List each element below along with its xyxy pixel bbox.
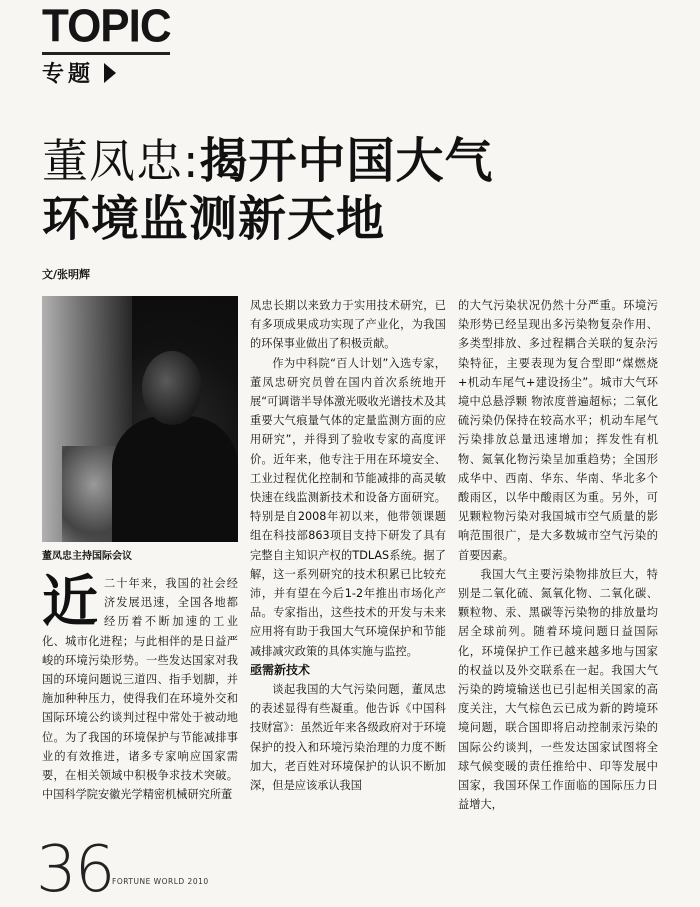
subsection-text: 专题 — [42, 62, 95, 87]
photo-caption: 董凤忠主持国际会议 — [42, 551, 132, 562]
byline: 文/张明辉 — [42, 268, 91, 281]
article-column-1 — [42, 570, 238, 804]
magazine-footer: FORTUNE WORLD 2010 — [112, 877, 209, 886]
paragraph: 的大气污染状况仍然十分严重。环境污染形势已经呈现出多污染物复杂作用、多类型排放、多过程耦合关联的复杂污染特征，主要表现为复合型即“煤燃烧+机动车尾气+建设扬尘”。城市大气环境中总悬浮颗 物浓度普遍超标；二氧化硫污染仍保持在较高水平；机动车尾气污染排放总量迅速增加；挥发性有机物、氮氧化物污染呈加重趋势；全国形成华中、西南、华东、华南、华北多个酸雨区，以华中酸雨区为重。另外，可见颗粒物污染对我国城市空气质量的影响范围很广，是大多数城市空气污染的首要因素。 — [458, 299, 658, 562]
paragraph — [42, 570, 238, 804]
section-label: TOPIC — [42, 0, 171, 53]
subsection-label — [42, 57, 116, 88]
article-title — [42, 132, 494, 248]
drop-cap: 近 — [42, 570, 98, 635]
article-column-3 — [458, 296, 658, 814]
section-divider — [42, 52, 170, 55]
title-person: 董凤忠: — [42, 134, 200, 188]
section-subhead: 亟需新技术 — [250, 662, 311, 677]
article-column-2 — [250, 296, 446, 795]
page-number: 36 — [36, 833, 114, 907]
paragraph: 作为中科院“百人计划”入选专家，董凤忠研究员曾在国内首次系统地开展“可调谐半导体激光吸收光谱技术及其重要大气痕量气体的定量监测方面的应用研究”，并得到了验收专家的高度评价。近年来，他专注于用在环境安全、工业过程优化控制和节能减排的高灵敏快速在线监测新技术和设备方面研究。特别是自2008年初以来，他带领课题组在科技部863项目支持下研发了具有完整自主知识产权的TDLAS系统。据了解，这一系列研究的技术积累已比较充沛，并有望在今后1-2年推出市场化产品。专家指出，这些技术的开发与未来应用将有助于我国大气环境保护和节能减排减灾政策的具体实施与监控。 — [250, 356, 446, 658]
paragraph: 谈起我国的大气污染问题，董凤忠的表述显得有些凝重。他告诉《中国科技财富》：虽然近年来各级政府对于环境保护的投入和环境污染治理的力度不断加大，老百姓对环境保护的认识不断加深，但是应该承认我国 — [250, 683, 446, 793]
paragraph: 凤忠长期以来致力于实用技术研究，已有多项成果成功实现了产业化，为我国的环保事业做出了积极贡献。 — [250, 299, 446, 351]
paragraph-text: 二十年来，我国的社会经济发展迅速，全国各地都经历着不断加速的工业化、城市化进程；与此相伴的是日益严峻的环境污染形势。一些发达国家对我国的环境问题说三道四、指手划脚，并施加种种压力，使得我们在环境外交和国际环境公约谈判过程中常处于被动地位。为了我国的环境保护与节能减排事业的有效推进，诸多专家响应国家需要，在相关领域中积极争求技术突破。中国科学院安徽光学精密机械研究所董 — [42, 577, 238, 802]
paragraph: 我国大气主要污染物排放巨大，特别是二氧化硫、氮氧化物、二氧化碳、颗粒物、汞、黑碳等污染物的排放量均居全球前列。随着环境问题日益国际化，环境保护工作已越来越多地与国家的权益以及外交联系在一起。我国大气污染的跨境输送也已引起相关国家的高度关注，大气棕色云已成为新的跨境环境问题，联合国即将启动控制汞污染的国际公约谈判，一些发达国家试图将全球气候变暖的责任推给中、印等发展中国家，我国环保工作面临的国际压力日益增大， — [458, 567, 658, 812]
title-line1: 揭开中国大气 — [199, 133, 494, 189]
triangle-arrow-icon — [104, 63, 116, 83]
article-photo — [42, 296, 238, 542]
title-line2: 环境监测新天地 — [42, 191, 386, 247]
